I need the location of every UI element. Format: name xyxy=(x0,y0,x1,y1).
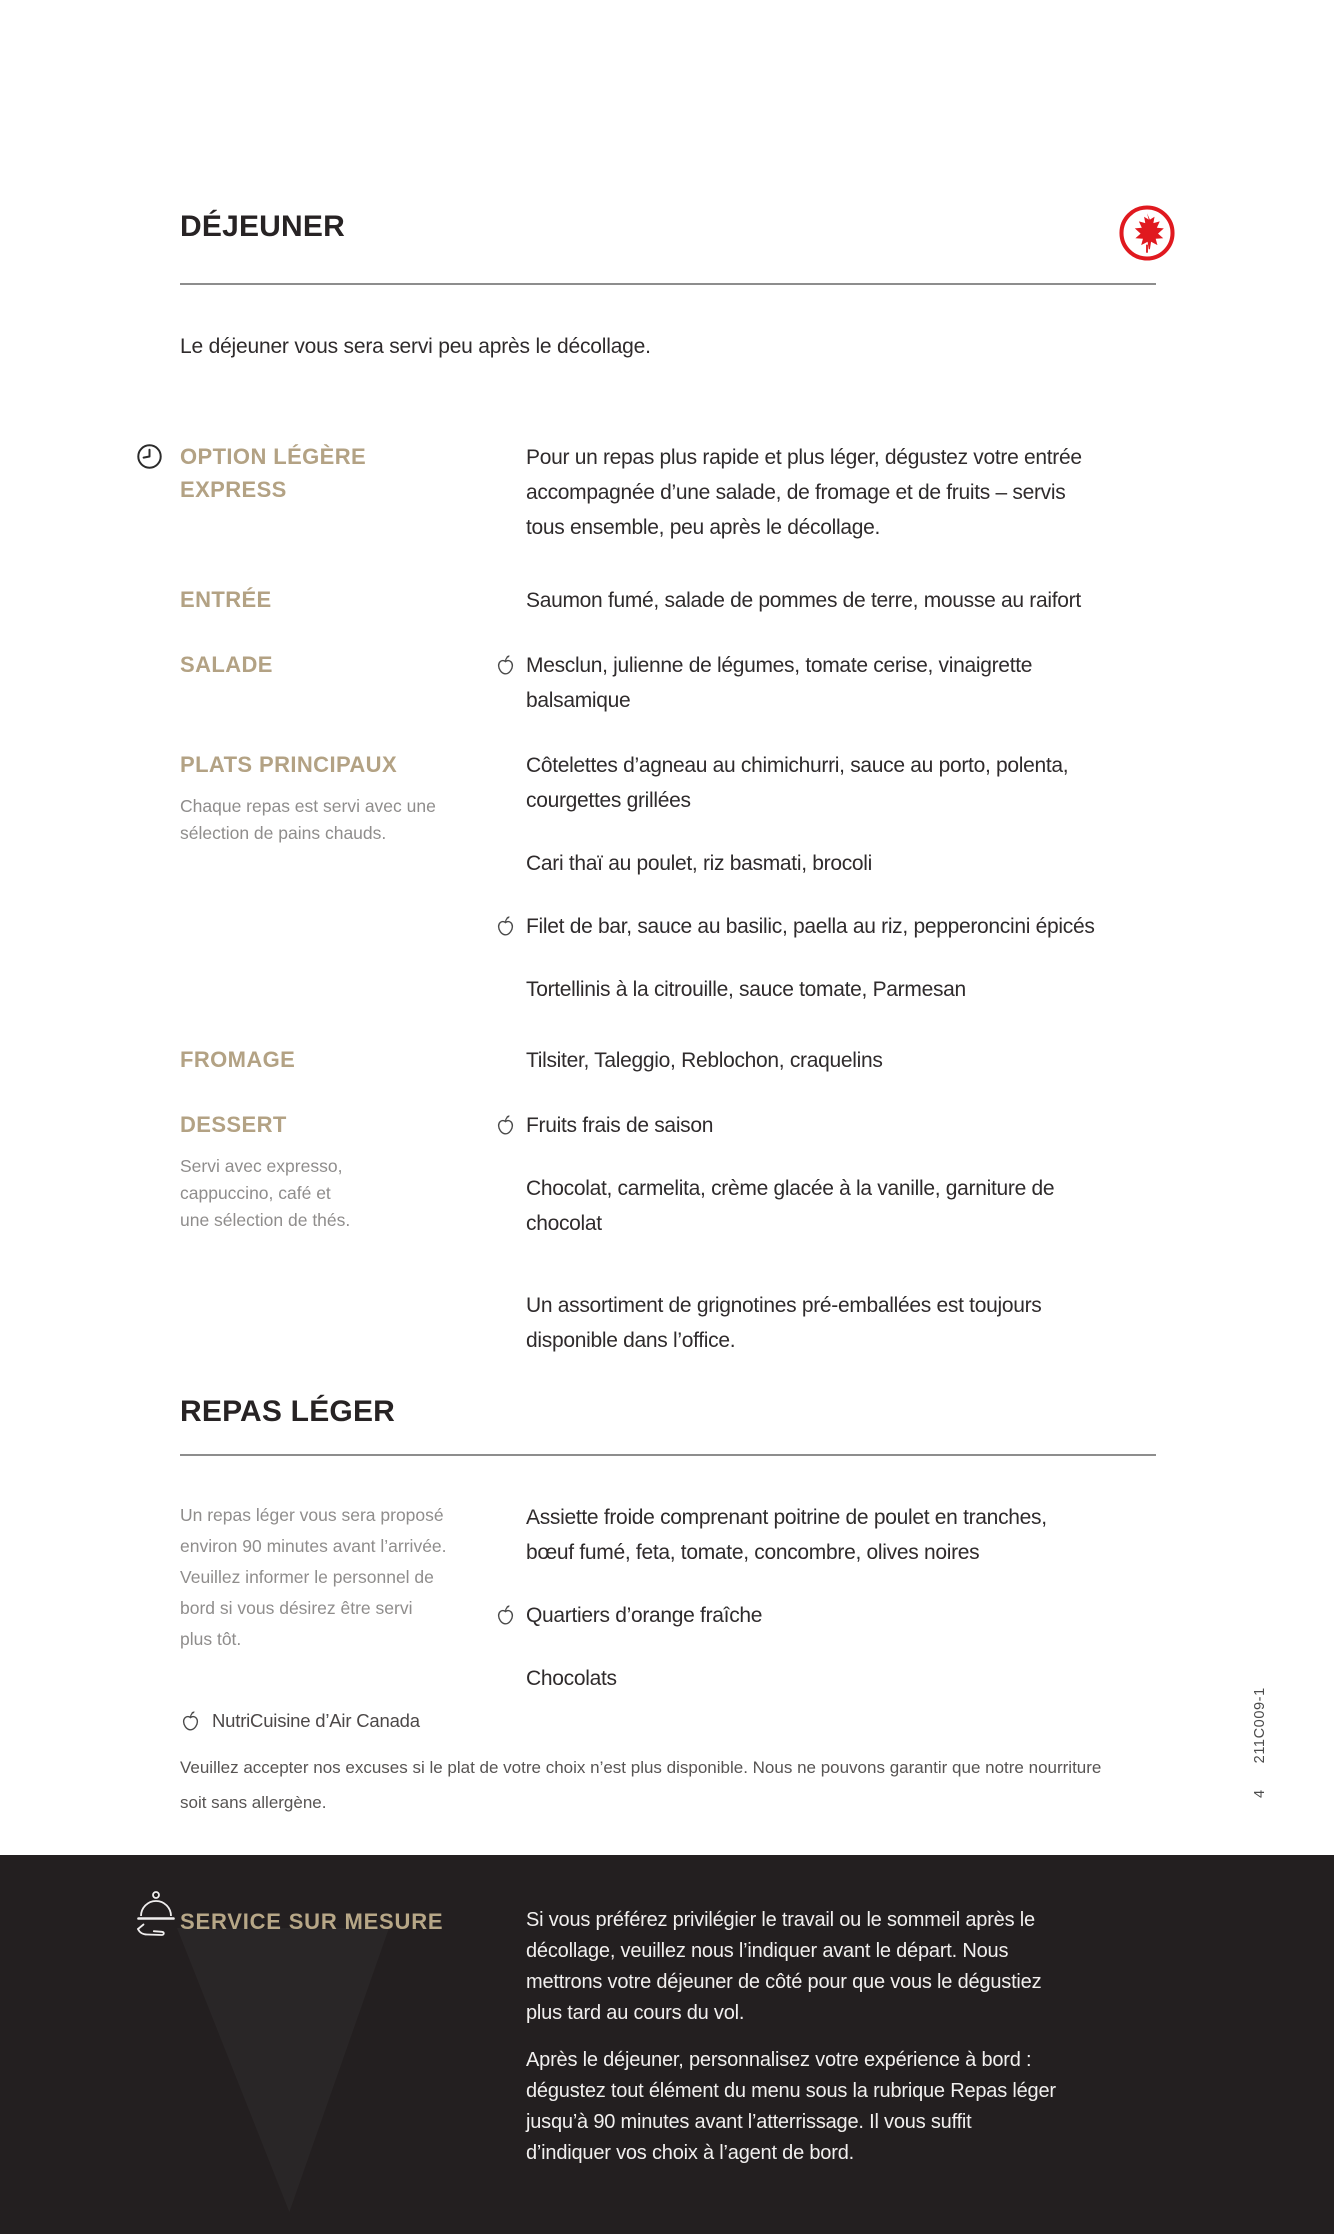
nutricuisine-legend: NutriCuisine d’Air Canada xyxy=(180,1708,1156,1734)
cloche-hand-icon xyxy=(132,1889,178,1945)
footer-paragraph-1: Si vous préférez privilégier le travail ou le sommeil après le décollage, veuillez nous l’indiquer avant le départ. Nous mettrons votre déjeuner de côté pour que vous le dégustiez plus tard au cours du vol. xyxy=(526,1909,1042,2024)
dish-item: Quartiers d’orange fraîche xyxy=(526,1598,1156,1633)
course-description: Mesclun, julienne de légumes, tomate cerise, vinaigrette balsamique xyxy=(526,648,1156,718)
service-footer xyxy=(0,1855,1334,2234)
course-label-option: OPTION LÉGÈRE EXPRESS xyxy=(180,440,526,506)
air-canada-logo-icon xyxy=(1118,204,1176,262)
footer-paragraph-2: Après le déjeuner, personnalisez votre expérience à bord : dégustez tout élément du menu sous la rubrique Repas léger jusqu’à 90 minutes avant l’atterrissage. Il vous suffit d’indiquer vos choix à l’agent de bord. xyxy=(526,2049,1056,2164)
form-code: 211C009-1 xyxy=(1252,1687,1268,1764)
dish-item: Chocolat, carmelita, crème glacée à la vanille, garniture de chocolat xyxy=(526,1177,1055,1235)
allergen-disclaimer: Veuillez accepter nos excuses si le plat de votre choix n’est plus disponible. Nous ne pouvons garantir que notre nourriture soit sans allergène. xyxy=(180,1758,1102,1812)
menu-row-salade xyxy=(180,648,1156,718)
page-number: 4 xyxy=(1252,1789,1268,1798)
menu-row-option-legere xyxy=(180,440,1156,545)
dish-item: Côtelettes d’agneau au chimichurri, sauce au porto, polenta, courgettes grillées xyxy=(526,754,1069,812)
course-description: Tilsiter, Taleggio, Reblochon, craquelins xyxy=(526,1049,883,1072)
course-description: Pour un repas plus rapide et plus léger, dégustez votre entrée accompagnée d’une salade, de fromage et de fruits – servis tous ensemble, peu après le décollage. xyxy=(526,446,1082,539)
office-note: Un assortiment de grignotines pré-emballées est toujours disponible dans l’office. xyxy=(526,1294,1042,1352)
menu-row-dessert xyxy=(180,1108,1156,1241)
dish-item: Cari thaï au poulet, riz basmati, brocoli xyxy=(526,852,873,875)
nutricuisine-apple-icon xyxy=(495,1603,516,1628)
course-label-fromage: FROMAGE xyxy=(180,1047,296,1072)
section-title-repas-leger: REPAS LÉGER xyxy=(180,1395,396,1428)
dish-item: Filet de bar, sauce au basilic, paella au riz, pepperoncini épicés xyxy=(526,909,1156,944)
document-code xyxy=(1252,1687,1268,1798)
nutricuisine-apple-icon xyxy=(495,653,516,678)
course-label-plats: PLATS PRINCIPAUX xyxy=(180,752,398,777)
dish-item: Fruits frais de saison xyxy=(526,1108,1156,1143)
footer-text xyxy=(526,1905,1138,2169)
menu-row-repas-leger xyxy=(180,1500,1156,1696)
section-divider xyxy=(180,1454,1156,1456)
header-divider xyxy=(180,283,1156,285)
course-description: Saumon fumé, salade de pommes de terre, mousse au raifort xyxy=(526,589,1081,612)
course-note: Chaque repas est servi avec une sélection de pains chauds. xyxy=(180,796,436,843)
course-note: Servi avec expresso, cappuccino, café et une sélection de thés. xyxy=(180,1156,351,1230)
repas-leger-note: Un repas léger vous sera proposé environ 90 minutes avant l’arrivée. Veuillez informer le personnel de bord si vous désirez être servi plus tôt. xyxy=(180,1505,447,1649)
dish-item: Chocolats xyxy=(526,1667,617,1690)
course-description xyxy=(526,1500,1156,1696)
dish-item: Assiette froide comprenant poitrine de poulet en tranches, bœuf fumé, feta, tomate, concombre, olives noires xyxy=(526,1506,1047,1564)
footer-label-service-sur-mesure: SERVICE SUR MESURE xyxy=(180,1905,526,1938)
intro-text: Le déjeuner vous sera servi peu après le décollage. xyxy=(180,335,651,358)
menu-row-fromage xyxy=(180,1043,1156,1078)
menu-row-entree xyxy=(180,583,1156,618)
menu-row-plats-principaux xyxy=(180,748,1156,1007)
nutricuisine-apple-icon xyxy=(180,1709,201,1734)
nutricuisine-apple-icon xyxy=(495,914,516,939)
clock-icon xyxy=(136,443,163,470)
course-label-salade: SALADE xyxy=(180,652,273,677)
nutricuisine-apple-icon xyxy=(495,1113,516,1138)
page-title: DÉJEUNER xyxy=(180,210,345,243)
course-label-entree: ENTRÉE xyxy=(180,587,272,612)
course-label-dessert: DESSERT xyxy=(180,1112,287,1137)
course-description xyxy=(526,1108,1156,1241)
dish-item: Tortellinis à la citrouille, sauce tomate, Parmesan xyxy=(526,978,966,1001)
course-description xyxy=(526,748,1156,1007)
